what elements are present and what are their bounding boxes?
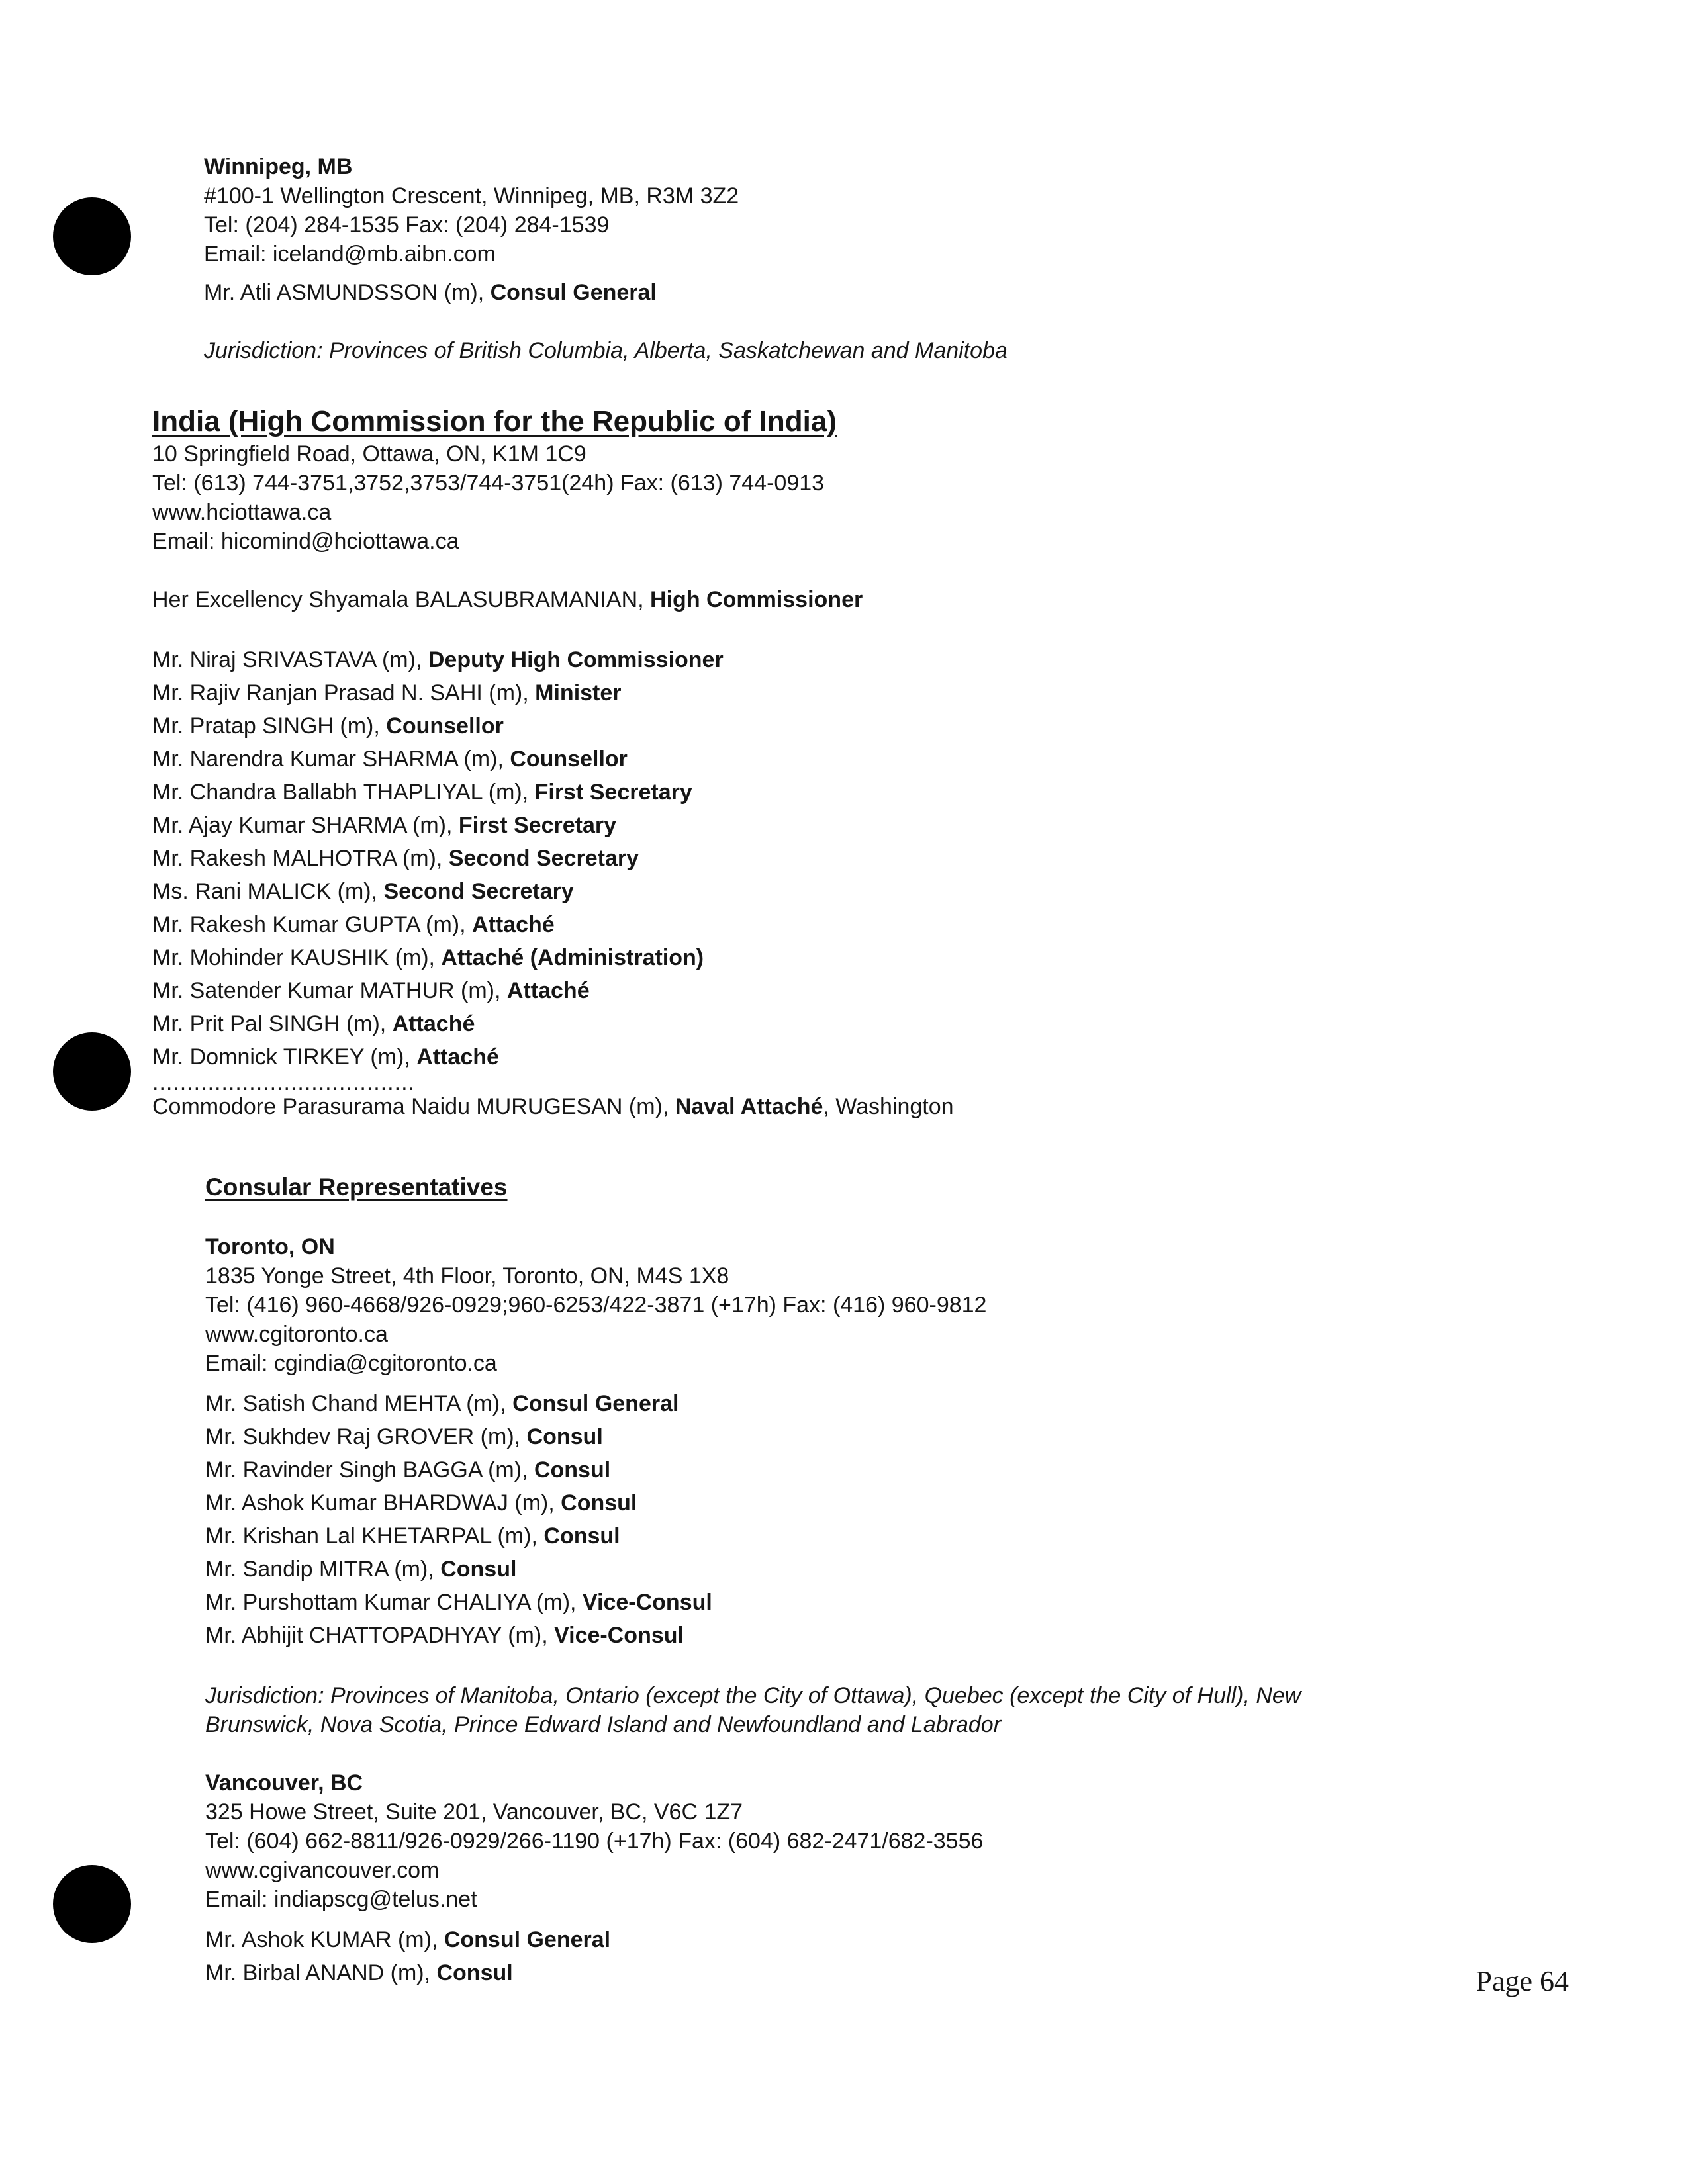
- staff-name: Mr. Narendra Kumar SHARMA (m),: [152, 747, 510, 772]
- staff-name: Mr. Pratap SINGH (m),: [152, 713, 387, 739]
- staff-entry: [204, 278, 1008, 307]
- jurisdiction: Jurisdiction: Provinces of British Columbia, Alberta, Saskatchewan and Manitoba: [204, 338, 1008, 363]
- dotted-separator: ......................................: [152, 1070, 415, 1095]
- staff-title: Attaché (Administration): [441, 945, 704, 970]
- staff-name: Mr. Atli ASMUNDSSON (m),: [204, 280, 491, 305]
- staff-title: Consul General: [444, 1927, 611, 1952]
- staff-name: Mr. Ravinder Singh BAGGA (m),: [205, 1457, 534, 1482]
- staff-title: Attaché: [416, 1044, 499, 1069]
- naval-attache-entry: [152, 1092, 954, 1121]
- city-heading: Toronto, ON: [205, 1234, 335, 1259]
- staff-title: First Secretary: [534, 780, 692, 805]
- email: Email: iceland@mb.aibn.com: [204, 242, 496, 267]
- staff-entry: [205, 1619, 1301, 1652]
- staff-title: Vice-Consul: [554, 1623, 684, 1648]
- page-number: Page 64: [1476, 1965, 1569, 1997]
- website: www.hciottawa.ca: [152, 500, 332, 525]
- punch-hole-bottom: [53, 1865, 131, 1943]
- staff-name: Mr. Abhijit CHATTOPADHYAY (m),: [205, 1623, 555, 1648]
- address: #100-1 Wellington Crescent, Winnipeg, MB, R3M 3Z2: [204, 183, 739, 208]
- staff-list: [152, 643, 954, 1073]
- staff-title: Second Secretary: [448, 846, 639, 871]
- staff-entry: [152, 908, 954, 941]
- staff-entry: [152, 776, 954, 809]
- staff-name: Mr. Purshottam Kumar CHALIYA (m),: [205, 1590, 583, 1615]
- phone-fax: Tel: (613) 744-3751,3752,3753/744-3751(24h) Fax: (613) 744-0913: [152, 471, 825, 496]
- consular-section: [205, 1171, 1301, 1989]
- email: Email: hicomind@hciottawa.ca: [152, 529, 459, 554]
- staff-name: Commodore Parasurama Naidu MURUGESAN (m),: [152, 1094, 675, 1119]
- staff-name: Mr. Rakesh MALHOTRA (m),: [152, 846, 449, 871]
- staff-title: Counsellor: [386, 713, 504, 739]
- staff-name: Mr. Krishan Lal KHETARPAL (m),: [205, 1524, 544, 1549]
- staff-title: Consul: [561, 1490, 637, 1516]
- staff-name: Mr. Sandip MITRA (m),: [205, 1557, 441, 1582]
- city-heading: Vancouver, BC: [205, 1770, 363, 1796]
- staff-title: Consul: [440, 1557, 517, 1582]
- staff-title: High Commissioner: [650, 587, 863, 612]
- staff-entry: [152, 709, 954, 743]
- staff-entry: [205, 1387, 1301, 1420]
- staff-title: Consul: [436, 1960, 513, 1985]
- staff-name: Mr. Satish Chand MEHTA (m),: [205, 1391, 513, 1416]
- staff-name: Mr. Ashok Kumar BHARDWAJ (m),: [205, 1490, 561, 1516]
- toronto-office: [205, 1232, 1301, 1739]
- staff-name: Mr. Domnick TIRKEY (m),: [152, 1044, 417, 1069]
- city-heading: Winnipeg, MB: [204, 154, 353, 179]
- phone-fax: Tel: (416) 960-4668/926-0929;960-6253/422-3871 (+17h) Fax: (416) 960-9812: [205, 1293, 987, 1318]
- address: 1835 Yonge Street, 4th Floor, Toronto, ON, M4S 1X8: [205, 1263, 729, 1289]
- staff-name: Mr. Niraj SRIVASTAVA (m),: [152, 647, 428, 672]
- staff-entry: [205, 1420, 1301, 1453]
- staff-list: [205, 1387, 1301, 1652]
- staff-entry: [205, 1453, 1301, 1486]
- staff-name: Mr. Birbal ANAND (m),: [205, 1960, 437, 1985]
- staff-title: Attaché: [472, 912, 555, 937]
- staff-entry: [205, 1486, 1301, 1520]
- staff-title: Minister: [535, 680, 622, 705]
- staff-title: Consul: [526, 1424, 603, 1449]
- punch-hole-top: [53, 197, 131, 275]
- staff-entry: [152, 842, 954, 875]
- staff-entry: [152, 1007, 954, 1040]
- staff-name: Mr. Ajay Kumar SHARMA (m),: [152, 813, 459, 838]
- staff-name: Mr. Ashok KUMAR (m),: [205, 1927, 444, 1952]
- staff-name: Mr. Satender Kumar MATHUR (m),: [152, 978, 507, 1003]
- phone-fax: Tel: (604) 662-8811/926-0929/266-1190 (+17h) Fax: (604) 682-2471/682-3556: [205, 1829, 984, 1854]
- jurisdiction-line-2: Brunswick, Nova Scotia, Prince Edward Island and Newfoundland and Labrador: [205, 1712, 1002, 1737]
- staff-entry: [152, 809, 954, 842]
- staff-title: Attaché: [506, 978, 590, 1003]
- staff-title: Counsellor: [510, 747, 628, 772]
- head-of-mission: [152, 585, 954, 614]
- vancouver-office: [205, 1768, 1301, 1989]
- staff-entry: [152, 676, 954, 709]
- website: www.cgitoronto.ca: [205, 1322, 388, 1347]
- phone-fax: Tel: (204) 284-1535 Fax: (204) 284-1539: [204, 212, 610, 238]
- staff-entry: [205, 1553, 1301, 1586]
- staff-name: Her Excellency Shyamala BALASUBRAMANIAN,: [152, 587, 651, 612]
- staff-title: Deputy High Commissioner: [428, 647, 724, 672]
- jurisdiction-line-1: Jurisdiction: Provinces of Manitoba, Ontario (except the City of Ottawa), Quebec (except the City of Hull), New: [205, 1683, 1301, 1708]
- address: 325 Howe Street, Suite 201, Vancouver, BC, V6C 1Z7: [205, 1799, 743, 1825]
- staff-entry: [152, 1040, 954, 1073]
- staff-title: First Secretary: [458, 813, 616, 838]
- staff-entry: [152, 974, 954, 1007]
- staff-entry: [152, 941, 954, 974]
- staff-name: Ms. Rani MALICK (m),: [152, 879, 384, 904]
- section-heading: Consular Representatives: [205, 1173, 508, 1201]
- staff-title: Consul: [543, 1524, 620, 1549]
- staff-name: Mr. Mohinder KAUSHIK (m),: [152, 945, 442, 970]
- staff-name: Mr. Chandra Ballabh THAPLIYAL (m),: [152, 780, 535, 805]
- email: Email: indiapscg@telus.net: [205, 1887, 477, 1912]
- staff-name: Mr. Prit Pal SINGH (m),: [152, 1011, 393, 1036]
- staff-title: Vice-Consul: [582, 1590, 712, 1615]
- staff-entry: [205, 1520, 1301, 1553]
- staff-title: Consul General: [512, 1391, 679, 1416]
- staff-title: Consul: [534, 1457, 611, 1482]
- staff-entry: [152, 875, 954, 908]
- email: Email: cgindia@cgitoronto.ca: [205, 1351, 497, 1376]
- staff-list: [205, 1923, 1301, 1989]
- staff-entry: [205, 1923, 1301, 1956]
- punch-hole-middle: [53, 1032, 131, 1111]
- staff-title: Second Secretary: [383, 879, 574, 904]
- staff-entry: [205, 1956, 1301, 1989]
- country-heading: India (High Commission for the Republic of India): [152, 405, 837, 437]
- staff-title: Consul General: [490, 280, 657, 305]
- staff-name: Mr. Rajiv Ranjan Prasad N. SAHI (m),: [152, 680, 536, 705]
- staff-entry: [152, 643, 954, 676]
- website: www.cgivancouver.com: [205, 1858, 440, 1883]
- staff-name: Mr. Sukhdev Raj GROVER (m),: [205, 1424, 527, 1449]
- staff-location: , Washington: [823, 1094, 954, 1119]
- address: 10 Springfield Road, Ottawa, ON, K1M 1C9: [152, 441, 586, 467]
- winnipeg-section: [204, 152, 1008, 365]
- staff-title: Naval Attaché: [675, 1094, 823, 1119]
- staff-entry: [152, 743, 954, 776]
- staff-name: Mr. Rakesh Kumar GUPTA (m),: [152, 912, 473, 937]
- staff-entry: [205, 1586, 1301, 1619]
- staff-title: Attaché: [392, 1011, 475, 1036]
- india-section: [152, 404, 954, 1121]
